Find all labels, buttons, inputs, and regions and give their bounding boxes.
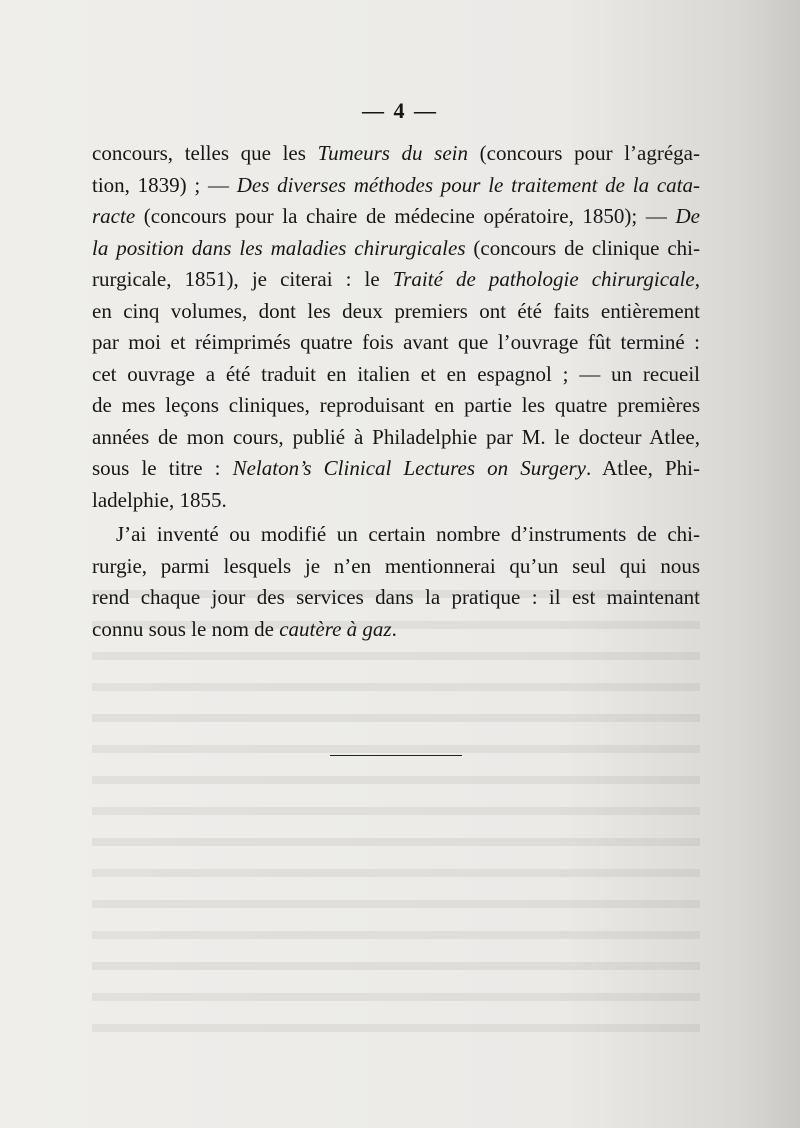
text-line [92, 485, 700, 517]
text-run: J’ai inventé ou modifié un certain nombre d’instruments de chi- [116, 522, 700, 546]
text-line [92, 359, 700, 391]
text-run: (concours pour la chaire de médecine opératoire, 1850); — [135, 204, 676, 228]
text-line [92, 614, 700, 646]
italic-text: Des diverses méthodes pour le traitement de la cata- [236, 172, 700, 197]
text-line [92, 233, 700, 265]
text-line [92, 296, 700, 328]
text-run: sous le titre : [92, 456, 233, 480]
text-run: . Atlee, Phi- [585, 456, 700, 480]
text-run: en cinq volumes, dont les deux premiers ont été faits entièrement [92, 298, 700, 323]
text-line [92, 138, 700, 170]
text-line [92, 390, 700, 422]
italic-text: Traité de pathologie chirurgicale [392, 267, 695, 291]
text-run: par moi et réimprimés quatre fois avant que l’ouvrage fût terminé : [92, 330, 700, 354]
text-run: rend chaque jour des services dans la pratique : il est maintenant [92, 585, 700, 609]
text-run: . [391, 616, 397, 641]
text-line [92, 453, 700, 485]
text-run: rurgicale, 1851), je citerai : le [92, 267, 393, 291]
text-line [92, 264, 700, 296]
text-line [92, 327, 700, 359]
text-line [92, 170, 700, 202]
text-line [92, 551, 700, 583]
text-line [92, 519, 700, 551]
text-run: cet ouvrage a été traduit en italien et en espagnol ; — un recueil [92, 361, 700, 386]
section-rule [330, 755, 462, 756]
text-line [92, 582, 700, 614]
italic-text: racte [92, 204, 136, 228]
text-line [92, 422, 700, 454]
text-run: années de mon cours, publié à Philadelphie par M. le docteur Atlee, [92, 424, 700, 449]
text-line [92, 201, 700, 233]
page-number: — 4 — [362, 98, 438, 123]
text-run: connu sous le nom de [92, 616, 280, 641]
text-run: , [694, 267, 700, 291]
italic-text: cautère à gaz [279, 616, 392, 641]
text-run: ladelphie, 1855. [92, 487, 227, 512]
italic-text: la position dans les maladies chirurgicales [92, 235, 466, 260]
text-run: tion, 1839) ; — [92, 172, 237, 197]
text-run: concours, telles que les [92, 141, 318, 165]
text-run: (concours pour l’agréga- [468, 141, 700, 165]
text-run: (concours de clinique chi- [465, 235, 700, 260]
text-run: rurgie, parmi lesquels je n’en mentionnerai qu’un seul qui nous [92, 553, 700, 578]
show-through-texture [92, 576, 700, 1046]
body-text [92, 138, 700, 645]
italic-text: Tumeurs du sein [317, 141, 469, 165]
text-run: de mes leçons cliniques, reproduisant en partie les quatre premières [92, 393, 700, 417]
italic-text: Nelaton’s Clinical Lectures on Surgery [232, 456, 586, 480]
italic-text: De [675, 204, 700, 228]
